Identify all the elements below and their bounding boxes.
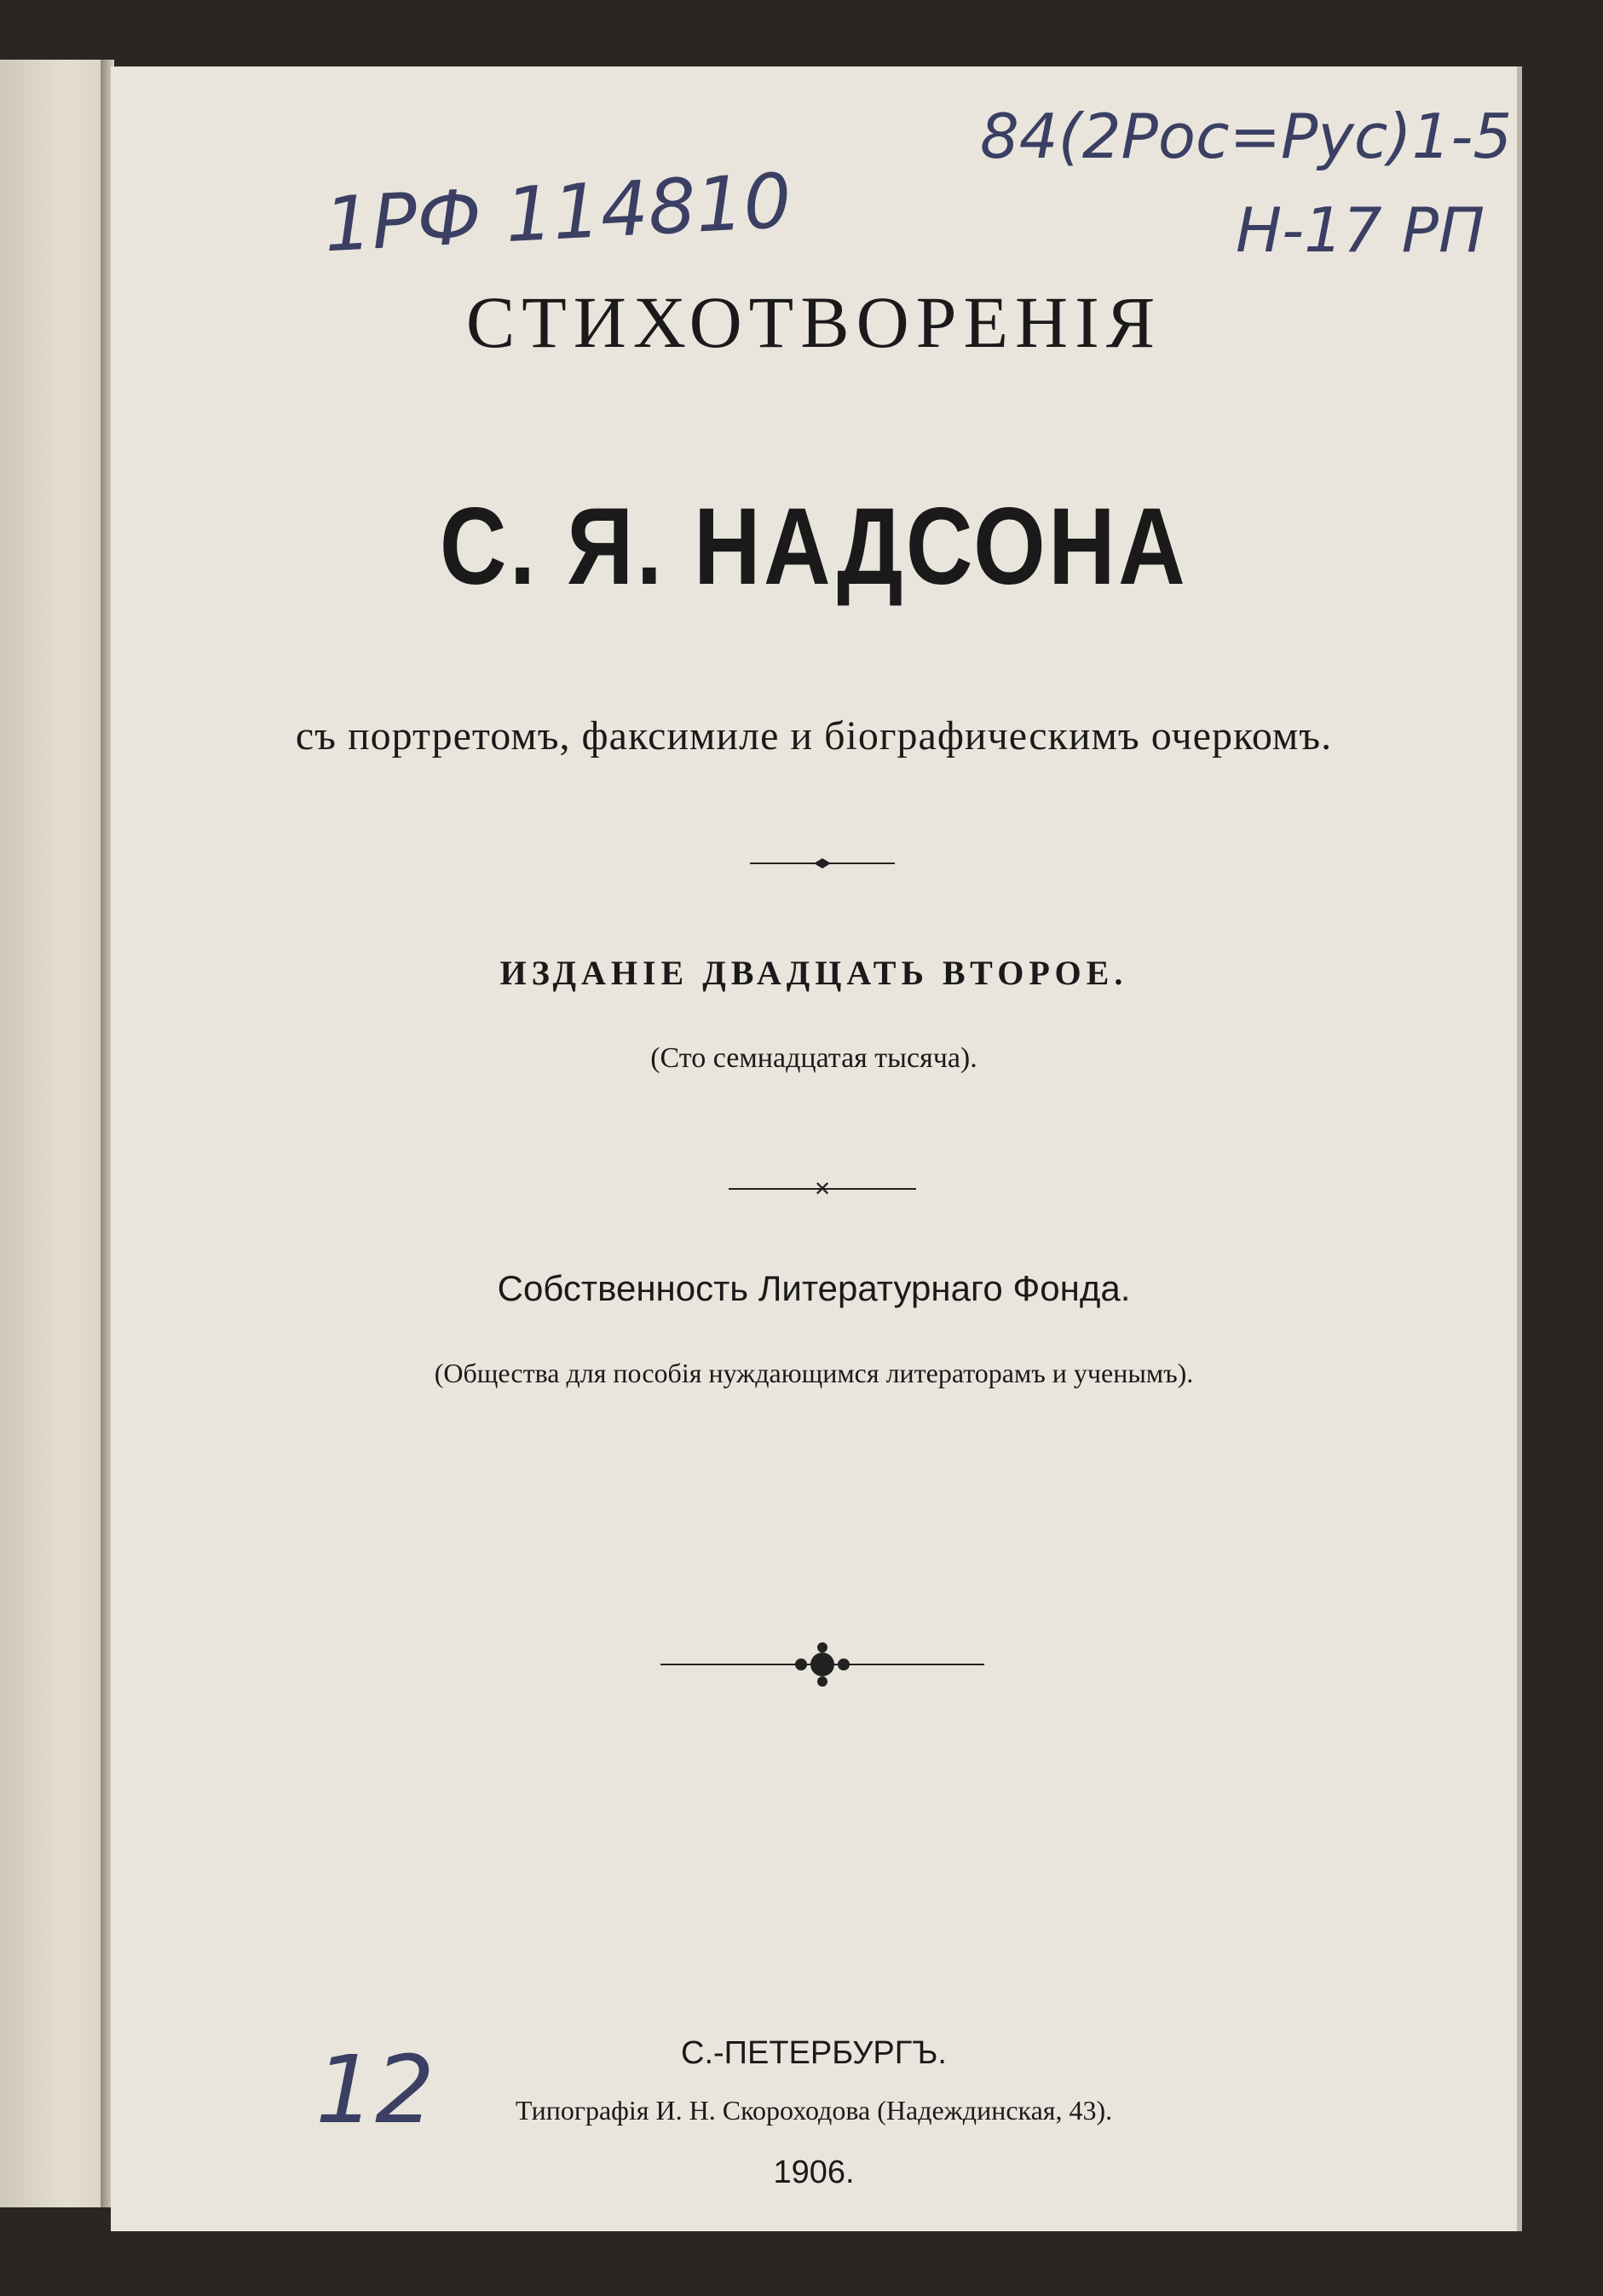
ornament-flourish: [660, 1639, 984, 1690]
handwritten-classification: 84(2Рос=Рус)1-5: [980, 101, 1513, 172]
book-title: СТИХОТВОРЕНІЯ: [465, 281, 1162, 363]
author-name: С. Я. НАДСОНА: [439, 486, 1189, 608]
society: (Общества для пособія нуждающимся литераторамъ и ученымъ).: [434, 1358, 1194, 1388]
edition: ИЗДАНІЕ ДВАДЦАТЬ ВТОРОЕ.: [499, 954, 1128, 992]
print-run: (Сто семнадцатая тысяча).: [650, 1042, 977, 1074]
printer: Типографія И. Н. Скороходова (Надеждинская, 43).: [515, 2095, 1113, 2126]
handwritten-page-note: 12: [315, 2035, 435, 2144]
ornament-rule-2: [729, 1179, 916, 1199]
handwritten-inventory-number: 1РФ 114810: [321, 156, 794, 269]
year: 1906.: [773, 2155, 855, 2190]
svg-text:✕: ✕: [813, 1179, 832, 1199]
subtitle: съ портретомъ, факсимиле и біографическимъ очеркомъ.: [295, 713, 1333, 759]
ornament-rule-1: [750, 855, 895, 872]
city: С.-ПЕТЕРБУРГЪ.: [681, 2035, 947, 2071]
left-page: [0, 60, 111, 2207]
handwritten-author-mark: Н-17 РП: [1236, 194, 1485, 266]
title-page: [111, 66, 1522, 2231]
owner: Собственность Литературнаго Фонда.: [497, 1268, 1131, 1308]
